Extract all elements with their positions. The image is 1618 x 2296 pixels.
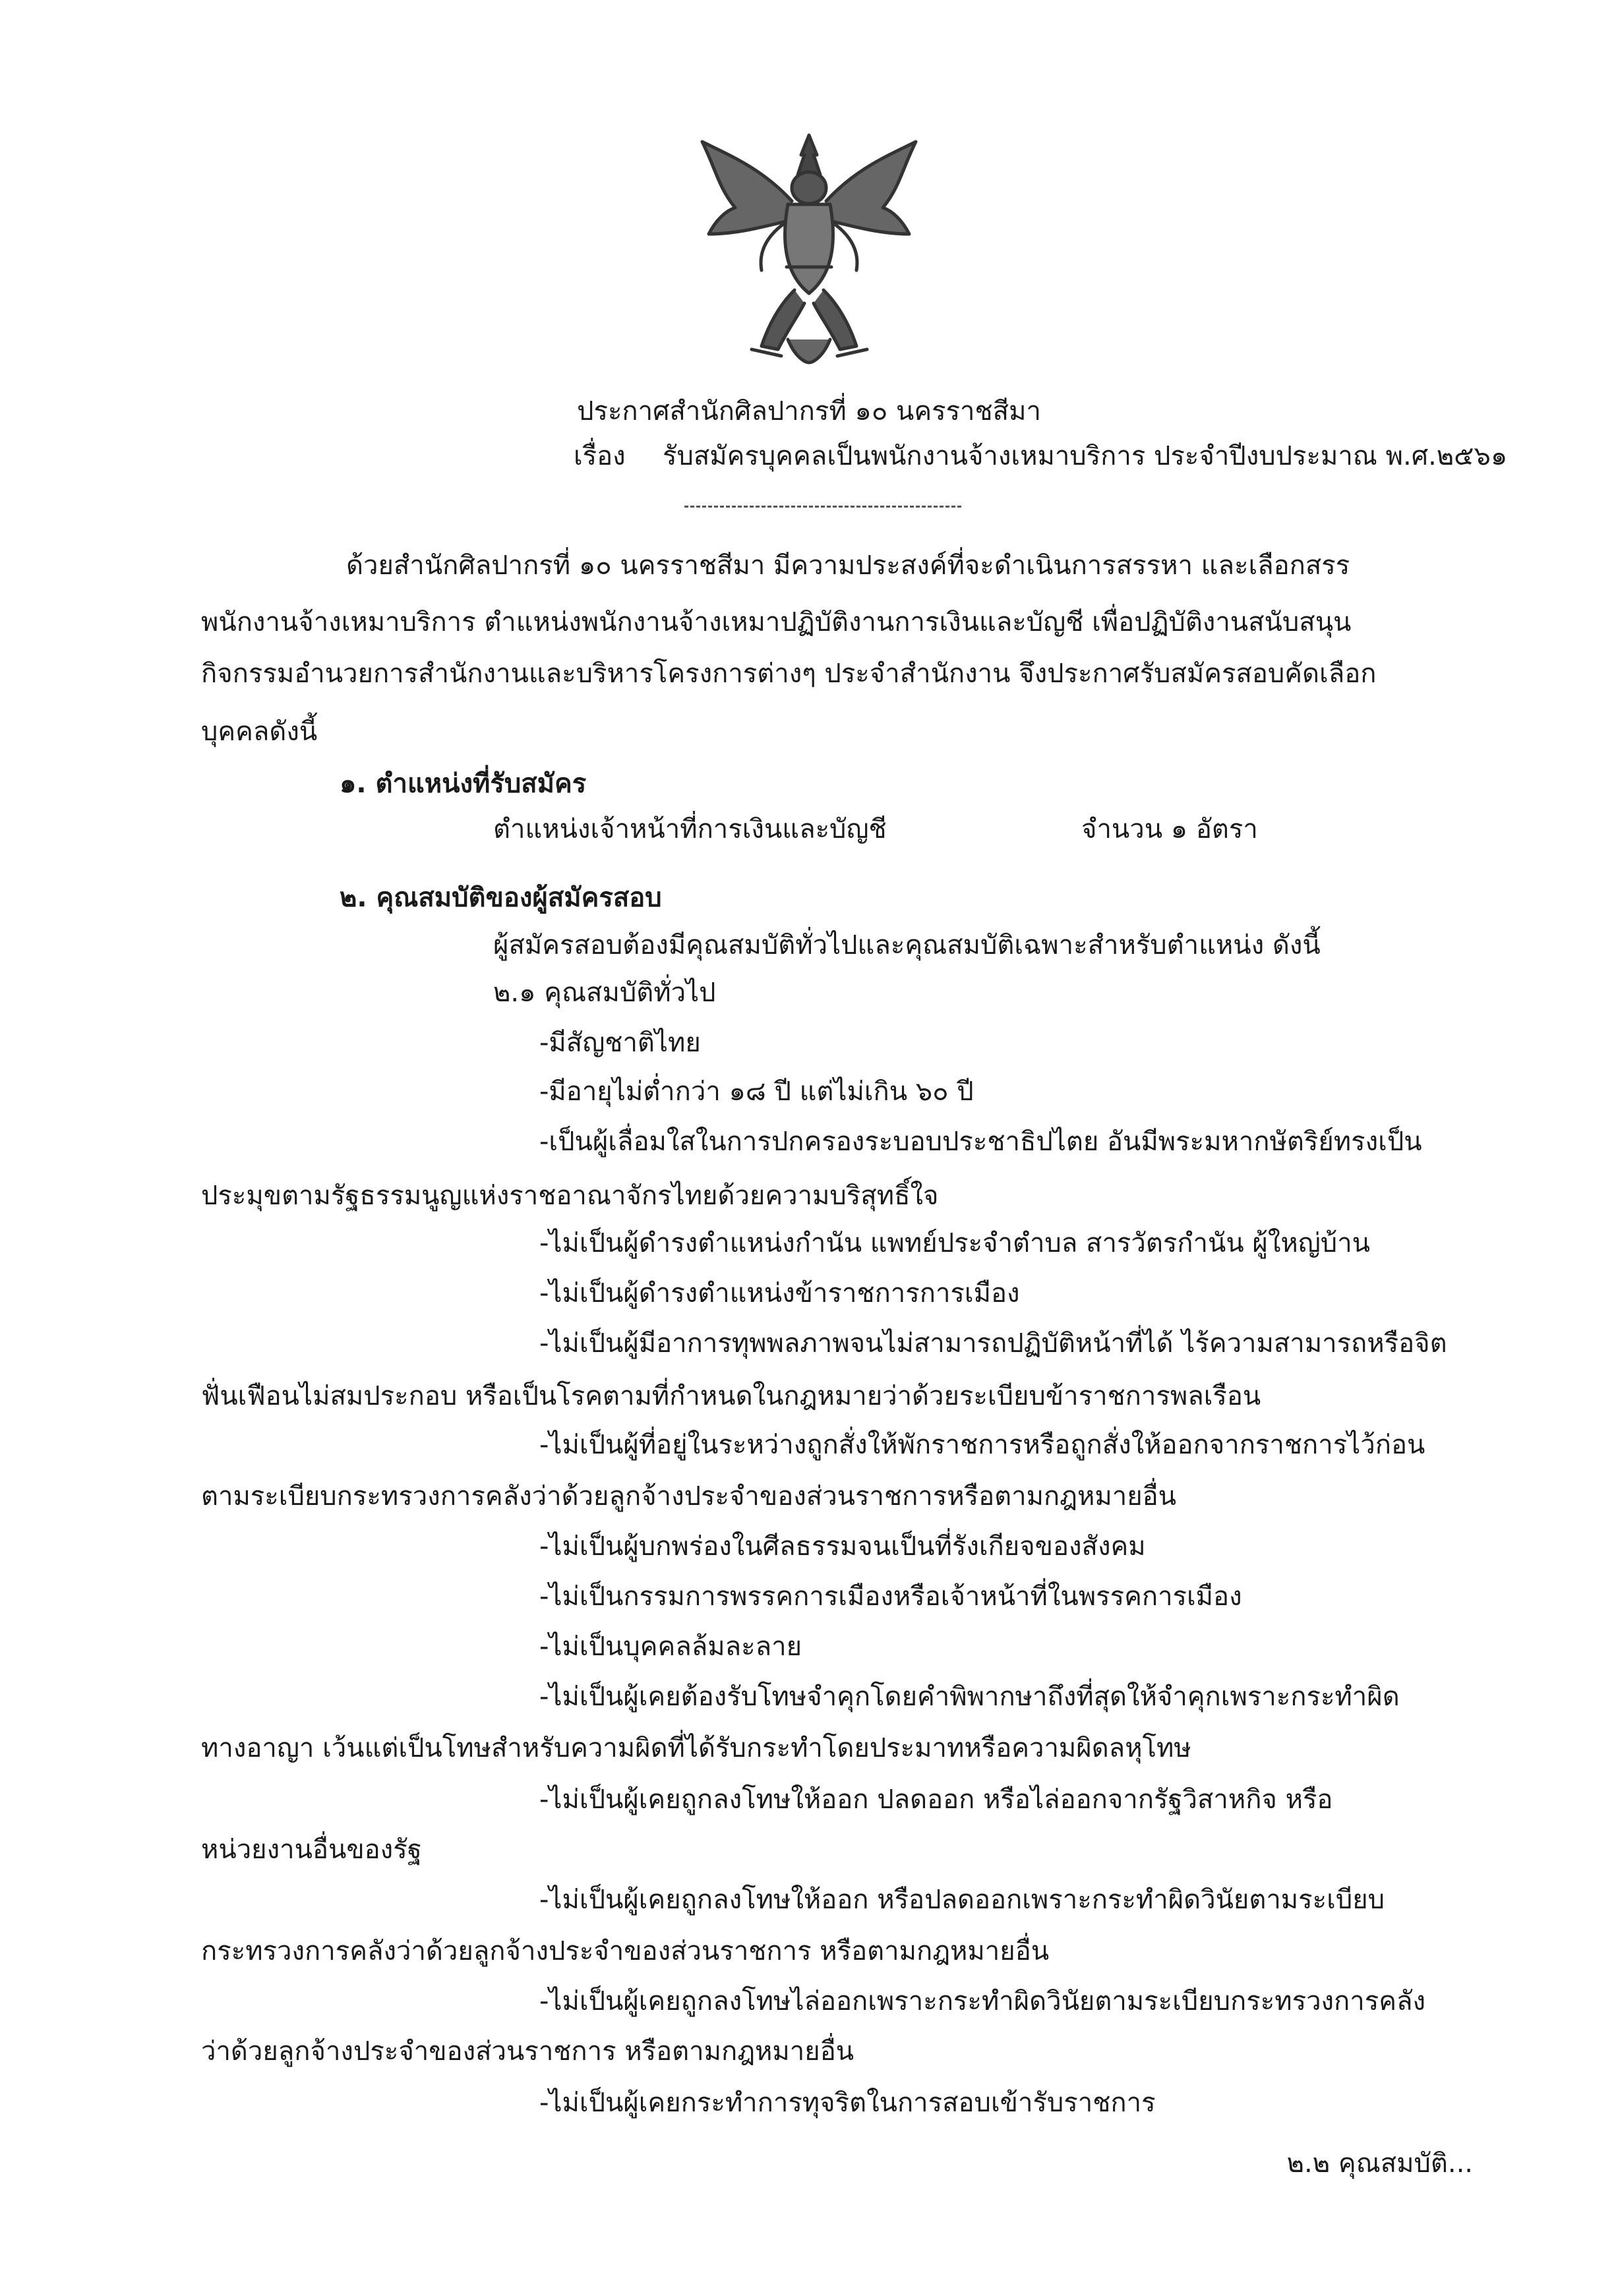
qualification-line: -ไม่เป็นผู้มีอาการทุพพลภาพจนไม่สามารถปฏิบัติหน้าที่ได้ ไร้ความสามารถหรือจิต (539, 1328, 1447, 1359)
subject-label: เรื่อง (574, 441, 626, 471)
qualification-line: ทางอาญา เว้นแต่เป็นโทษสำหรับความผิดที่ได้รับกระทำโดยประมาทหรือความผิดลหุโทษ (201, 1733, 1191, 1763)
section2-1-heading: ๒.๑ คุณสมบัติทั่วไป (493, 978, 716, 1008)
qualification-line: -ไม่เป็นผู้เคยกระทำการทุจริตในการสอบเข้ารับราชการ (539, 2088, 1156, 2118)
qualification-line: -เป็นผู้เลื่อมใสในการปกครองระบอบประชาธิปไตย อันมีพระมหากษัตริย์ทรงเป็น (539, 1127, 1422, 1157)
page-continuation: ๒.๒ คุณสมบัติ... (1286, 2148, 1473, 2179)
qualification-line: -ไม่เป็นกรรมการพรรคการเมืองหรือเจ้าหน้าที่ในพรรคการเมือง (539, 1581, 1242, 1612)
position-name: ตำแหน่งเจ้าหน้าที่การเงินและบัญชี (493, 814, 887, 844)
qualification-line: -ไม่เป็นผู้บกพร่องในศีลธรรมจนเป็นที่รังเกียจของสังคม (539, 1531, 1146, 1562)
section2-heading: ๒. คุณสมบัติของผู้สมัครสอบ (340, 883, 662, 913)
qualification-line: ประมุขตามรัฐธรรมนูญแห่งราชอาณาจักรไทยด้วยความบริสุทธิ์ใจ (201, 1181, 939, 1211)
qualification-line: ว่าด้วยลูกจ้างประจำของส่วนราชการ หรือตามกฎหมายอื่น (201, 2036, 854, 2067)
intro-line: กิจกรรมอำนวยการสำนักงานและบริหารโครงการต่างๆ ประจำสำนักงาน จึงประกาศรับสมัครสอบคัดเลือก (201, 659, 1377, 689)
qualification-line: -ไม่เป็นผู้เคยถูกลงโทษให้ออก ปลดออก หรือไล่ออกจากรัฐวิสาหกิจ หรือ (539, 1784, 1333, 1815)
intro-line: ด้วยสำนักศิลปากรที่ ๑๐ นครราชสีมา มีความประสงค์ที่จะดำเนินการสรรหา และเลือกสรร (346, 550, 1350, 581)
garuda-emblem-icon (689, 129, 930, 366)
qualification-line: -ไม่เป็นผู้ดำรงตำแหน่งข้าราชการการเมือง (539, 1278, 1020, 1309)
qualification-line: หน่วยงานอื่นของรัฐ (201, 1835, 422, 1865)
intro-line: บุคคลดังนี้ (201, 717, 318, 747)
qualification-line: กระทรวงการคลังว่าด้วยลูกจ้างประจำของส่วนราชการ หรือตามกฎหมายอื่น (201, 1936, 1050, 1966)
subject-text: รับสมัครบุคคลเป็นพนักงานจ้างเหมาบริการ ประจำปีงบประมาณ พ.ศ.๒๕๖๑ (663, 441, 1508, 471)
qualification-line: -ไม่เป็นผู้ดำรงตำแหน่งกำนัน แพทย์ประจำตำบล สารวัตรกำนัน ผู้ใหญ่บ้าน (539, 1228, 1370, 1258)
title-divider (684, 506, 961, 508)
qualification-line: -ไม่เป็นผู้เคยต้องรับโทษจำคุกโดยคำพิพากษาถึงที่สุดให้จำคุกเพราะกระทำผิด (539, 1682, 1400, 1712)
qualification-line: -ไม่เป็นบุคคลล้มละลาย (539, 1632, 802, 1662)
section2-lead: ผู้สมัครสอบต้องมีคุณสมบัติทั่วไปและคุณสมบัติเฉพาะสำหรับตำแหน่ง ดังนี้ (493, 930, 1321, 960)
qualification-line: -ไม่เป็นผู้เคยถูกลงโทษไล่ออกเพราะกระทำผิดวินัยตามระเบียบกระทรวงการคลัง (539, 1986, 1426, 2016)
qualification-line: -มีสัญชาติไทย (539, 1028, 701, 1058)
section1-heading: ๑. ตำแหน่งที่รับสมัคร (340, 769, 587, 799)
qualification-line: -ไม่เป็นผู้ที่อยู่ในระหว่างถูกสั่งให้พักราชการหรือถูกสั่งให้ออกจากราชการไว้ก่อน (539, 1430, 1425, 1460)
qualification-line: ฟั่นเฟือนไม่สมประกอบ หรือเป็นโรคตามที่กำหนดในกฎหมายว่าด้วยระเบียบข้าราชการพลเรือน (201, 1381, 1261, 1411)
qualification-line: ตามระเบียบกระทรวงการคลังว่าด้วยลูกจ้างประจำของส่วนราชการหรือตามกฎหมายอื่น (201, 1481, 1177, 1512)
announcement-title: ประกาศสำนักศิลปากรที่ ๑๐ นครราชสีมา (577, 396, 1041, 427)
qualification-line: -มีอายุไม่ต่ำกว่า ๑๘ ปี แต่ไม่เกิน ๖๐ ปี (539, 1076, 974, 1107)
position-quota: จำนวน ๑ อัตรา (1081, 814, 1258, 844)
qualification-line: -ไม่เป็นผู้เคยถูกลงโทษให้ออก หรือปลดออกเพราะกระทำผิดวินัยตามระเบียบ (539, 1885, 1385, 1915)
intro-line: พนักงานจ้างเหมาบริการ ตำแหน่งพนักงานจ้างเหมาปฏิบัติงานการเงินและบัญชี เพื่อปฏิบัติงานสนับสนุน (201, 607, 1352, 637)
